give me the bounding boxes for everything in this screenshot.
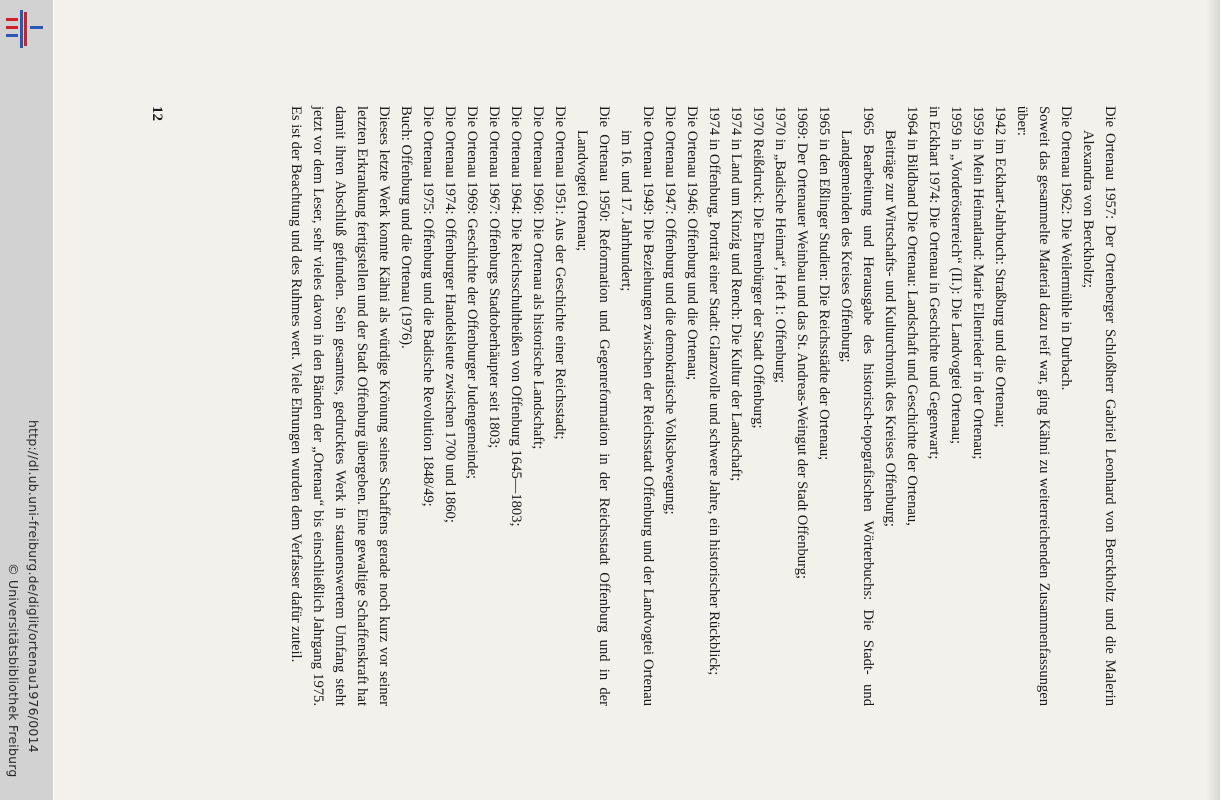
text-paragraph: Beiträge zur Wirtschafts- und Kulturchronik des Kreises Offenburg; xyxy=(882,130,898,527)
text-paragraph: in Eckhart 1974: Die Ortenau in Geschichte und Gegenwart; xyxy=(926,106,942,460)
text-paragraph: 1964 in Bildband Die Ortenau: Landschaft und Geschichte der Ortenau, xyxy=(904,106,920,526)
text-paragraph: Die Ortenau 1951: Aus der Geschichte einer Reichsstadt; xyxy=(552,106,568,440)
text-paragraph: Die Ortenau 1946: Offenburg und die Ortenau; xyxy=(684,106,700,381)
page-text-block xyxy=(285,106,1125,706)
text-paragraph: 1970 Reißdruck: Die Ehrenbürger der Stadt Offenburg; xyxy=(750,106,766,429)
text-paragraph: Die Ortenau 1960: Die Ortenau als historische Landschaft; xyxy=(530,106,546,450)
text-paragraph: Die Ortenau 1949: Die Beziehungen zwischen der Reichsstadt Offenburg und der Landvogtei Ortenau im 16. und 17. Jahrhundert; xyxy=(618,106,656,706)
text-paragraph: 1965 in den Eßlinger Studien: Die Reichsstädte der Ortenau; xyxy=(816,106,832,461)
viewer-sidebar xyxy=(0,0,53,800)
text-paragraph: 1974 in Offenburg, Porträt einer Stadt: Glanzvolle und schwere Jahre, ein historischer Rückblick; xyxy=(706,106,722,676)
ub-freiburg-logo-icon xyxy=(4,8,46,50)
text-paragraph: Die Ortenau 1964: Die Reichsschultheißen von Offenburg 1645—1803; xyxy=(508,106,524,527)
text-paragraph: 1970 in „Badische Heimat“, Heft 1: Offenburg; xyxy=(772,106,788,384)
text-paragraph: Die Ortenau 1947: Offenburg und die demokratische Volksbewegung; xyxy=(662,106,678,515)
text-paragraph: 1969: Der Ortenauer Weinbau und das St. Andreas-Weingut der Stadt Offenburg; xyxy=(794,106,810,580)
text-paragraph: 1959 in Mein Heimatland: Marie Ellenrieder in der Ortenau; xyxy=(970,106,986,460)
text-paragraph: Die Ortenau 1957: Der Ortenberger Schloßherr Gabriel Leonhard von Berckholtz und die Malerin Alexandra von Berckholtz; xyxy=(1080,106,1118,706)
text-paragraph: 1959 in „Vorderösterreich“ (II.): Die Landvogtei Ortenau; xyxy=(948,106,964,445)
text-paragraph: Dieses letzte Werk konnte Kähni als würdige Krönung seines Schaffens gerade noch kurz vor seiner letzten Erkrankung fertigstellen und der Stadt Offenburg übergeben. Eine gewaltige Schaffenskraft hat damit ihren Abschluß gefunden. Sein gesamtes, gedrucktes Werk in staunenswertem Umfang steht jetzt vor dem Leser, sehr vieles davon in den Bänden der „Ortenau“ bis einschließlich Jahrgang 1975. Es ist der Beachtung und des Ruhmes wert. Viele Ehrungen wurden dem Verfasser dafür zuteil. xyxy=(288,106,392,706)
rotated-page-content xyxy=(125,106,1125,800)
page-number: 12 xyxy=(149,106,165,121)
text-paragraph: 1974 in Land um Kinzig und Rench: Die Kultur der Landschaft; xyxy=(728,106,744,482)
text-paragraph: 1965 Bearbeitung und Herausgabe des historisch-topografischen Wörterbuchs: Die Stadt- und Landgemeinden des Kreises Offenburg; xyxy=(838,106,876,706)
text-paragraph: 1942 im Eckhart-Jahrbuch: Straßburg und die Ortenau; xyxy=(992,106,1008,428)
text-paragraph: Die Ortenau 1962: Die Weilermühle in Durbach. xyxy=(1058,106,1074,391)
text-paragraph: Buch: Offenburg und die Ortenau (1976). xyxy=(398,106,414,349)
document-url[interactable]: http://dl.ub.uni-freiburg.de/diglit/ortenau1976/0014 xyxy=(26,420,41,753)
text-paragraph: Die Ortenau 1974: Offenburger Handelsleute zwischen 1700 und 1860; xyxy=(442,106,458,523)
page-edge-shadow xyxy=(1206,0,1220,800)
text-paragraph: Die Ortenau 1975: Offenburg und die Badische Revolution 1848/49; xyxy=(420,106,436,507)
text-paragraph: Die Ortenau 1950: Reformation und Gegenreformation in der Reichsstadt Offenburg und in der Landvogtei Ortenau; xyxy=(574,106,612,706)
text-paragraph: Soweit das gesammelte Material dazu reif war, ging Kähni zu weiterreichenden Zusammenfassungen über: xyxy=(1014,106,1052,706)
text-paragraph: Die Ortenau 1969: Geschichte der Offenburger Judengemeinde; xyxy=(464,106,480,480)
copyright-notice: © Universitätsbibliothek Freiburg xyxy=(6,563,21,778)
text-paragraph: Die Ortenau 1967: Offenburgs Stadtoberhäupter seit 1803; xyxy=(486,106,502,449)
